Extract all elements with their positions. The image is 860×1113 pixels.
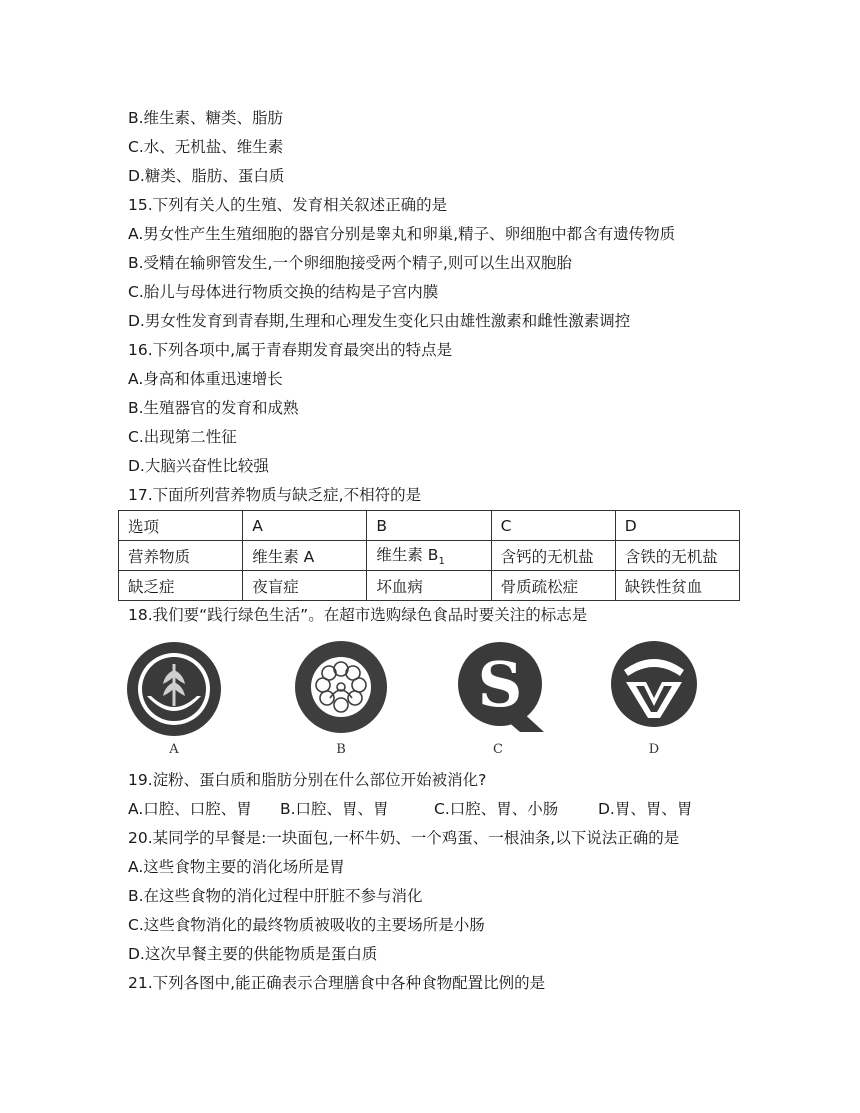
- nutrient-table: [118, 510, 740, 601]
- table-cell: 骨质疏松症: [491, 571, 615, 601]
- pollution-free-logo-icon: [125, 640, 223, 738]
- logo-a-label: A: [169, 742, 179, 757]
- table-cell: 缺乏症: [119, 571, 243, 601]
- table-cell: 含钙的无机盐: [491, 541, 615, 571]
- q15-stem: 15.下列有关人的生殖、发育相关叙述正确的是: [128, 196, 448, 214]
- table-cell: B: [367, 511, 491, 541]
- logo-options: [128, 636, 748, 766]
- q19-option-b: B.口腔、胃、胃: [280, 800, 389, 818]
- q20-option-b: B.在这些食物的消化过程中肝脏不参与消化: [128, 887, 423, 905]
- q15-option-b: B.受精在输卵管发生,一个卵细胞接受两个精子,则可以生出双胞胎: [128, 254, 572, 272]
- q20-option-a: A.这些食物主要的消化场所是胃: [128, 858, 345, 876]
- q19-option-c: C.口腔、胃、小肠: [434, 800, 559, 818]
- table-cell: 选项: [119, 511, 243, 541]
- quality-safety-logo-icon: [458, 640, 546, 734]
- q15-option-d: D.男女性发育到青春期,生理和心理发生变化只由雄性激素和雌性激素调控: [128, 312, 631, 330]
- q16-option-b: B.生殖器官的发育和成熟: [128, 399, 299, 417]
- q20-option-d: D.这次早餐主要的供能物质是蛋白质: [128, 945, 378, 963]
- q21-stem: 21.下列各图中,能正确表示合理膳食中各种食物配置比例的是: [128, 974, 546, 992]
- q19-option-a: A.口腔、口腔、胃: [128, 800, 252, 818]
- vitamin-b-label: 维生素 B: [376, 546, 439, 565]
- q18-stem: 18.我们要“践行绿色生活”。在超市选购绿色食品时要关注的标志是: [128, 606, 588, 624]
- table-cell: C: [491, 511, 615, 541]
- q20-stem: 20.某同学的早餐是:一块面包,一杯牛奶、一个鸡蛋、一根油条,以下说法正确的是: [128, 829, 680, 847]
- table-header-row: [119, 511, 740, 541]
- subscript: 1: [438, 556, 445, 568]
- q16-stem: 16.下列各项中,属于青春期发育最突出的特点是: [128, 341, 453, 359]
- q14-option-b: B.维生素、糖类、脂肪: [128, 109, 284, 127]
- table-row: [119, 541, 740, 571]
- q19-options: [128, 795, 748, 824]
- table-cell: 缺铁性贫血: [615, 571, 739, 601]
- q14-option-d: D.糖类、脂肪、蛋白质: [128, 167, 285, 185]
- environmental-label-icon: [294, 640, 388, 734]
- q19-stem: 19.淀粉、蛋白质和脂肪分别在什么部位开始被消化?: [128, 771, 487, 789]
- q17-stem: 17.下面所列营养物质与缺乏症,不相符的是: [128, 486, 422, 504]
- question-content: [128, 104, 748, 998]
- q16-option-c: C.出现第二性征: [128, 428, 237, 446]
- q20-option-c: C.这些食物消化的最终物质被吸收的主要场所是小肠: [128, 916, 485, 934]
- q15-option-a: A.男女性产生生殖细胞的器官分别是睾丸和卵巢,精子、卵细胞中都含有遗传物质: [128, 225, 676, 243]
- table-cell: D: [615, 511, 739, 541]
- table-cell: A: [243, 511, 367, 541]
- table-cell: 含铁的无机盐: [615, 541, 739, 571]
- table-row: [119, 571, 740, 601]
- table-cell: 夜盲症: [243, 571, 367, 601]
- table-cell: 维生素 A: [243, 541, 367, 571]
- svg-text:S: S: [477, 648, 523, 721]
- logo-d-label: D: [648, 742, 660, 757]
- certification-logo-icon: [610, 640, 698, 728]
- table-cell: 营养物质: [119, 541, 243, 571]
- q19-option-d: D.胃、胃、胃: [598, 800, 693, 818]
- q16-option-a: A.身高和体重迅速增长: [128, 370, 283, 388]
- logo-c-label: C: [493, 742, 503, 757]
- table-cell: [367, 541, 491, 571]
- q14-option-c: C.水、无机盐、维生素: [128, 138, 284, 156]
- q16-option-d: D.大脑兴奋性比较强: [128, 457, 269, 475]
- q15-option-c: C.胎儿与母体进行物质交换的结构是子宫内膜: [128, 283, 439, 301]
- logo-b-label: B: [336, 742, 346, 757]
- table-cell: 坏血病: [367, 571, 491, 601]
